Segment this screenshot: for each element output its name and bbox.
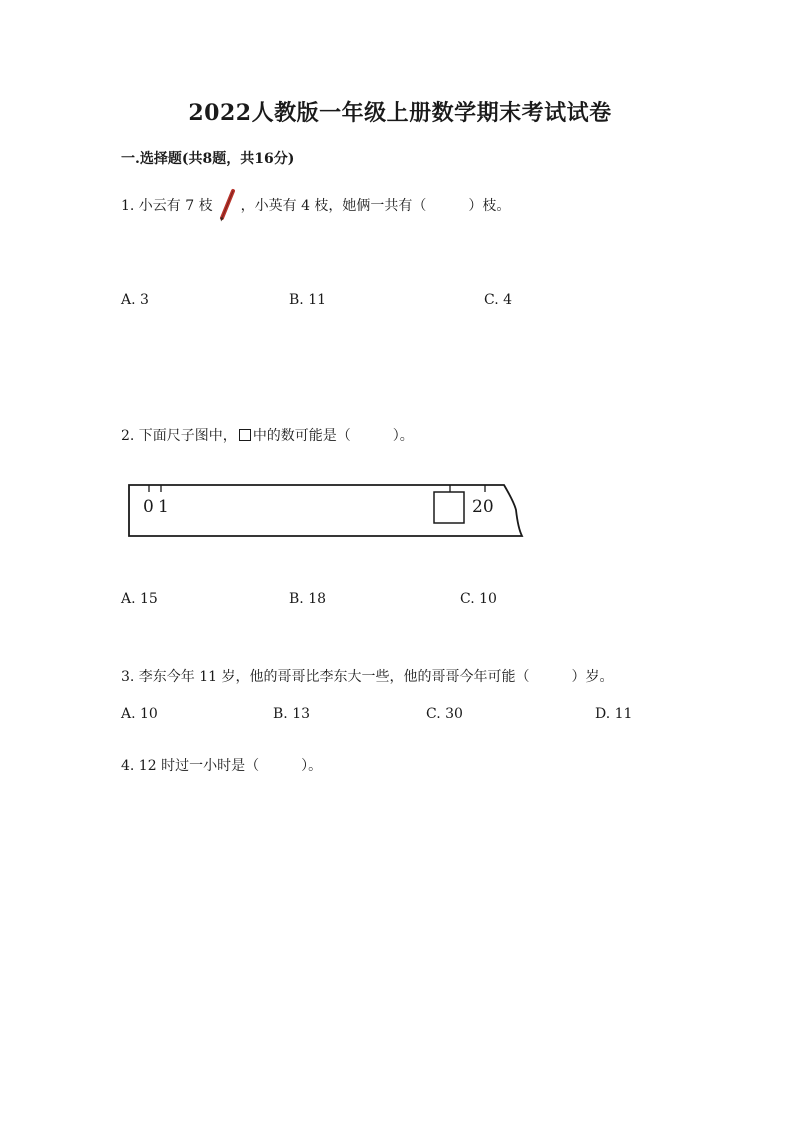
ruler-label-20: 20 xyxy=(472,497,494,517)
pencil-icon xyxy=(217,188,237,222)
question-2-text-after: 中的数可能是（ ）。 xyxy=(252,428,414,444)
q2-option-a[interactable]: A. 15 xyxy=(121,591,158,607)
square-box-icon xyxy=(239,429,251,441)
question-1-text-before: 1. 小云有 7 枝 xyxy=(121,198,213,214)
q3-option-a[interactable]: A. 10 xyxy=(121,706,158,722)
question-2 xyxy=(121,425,414,445)
q3-option-b[interactable]: B. 13 xyxy=(273,706,311,722)
question-1-text-after: ，小英有 4 枝，她俩一共有（ ）枝。 xyxy=(240,198,511,214)
ruler-figure xyxy=(126,480,526,542)
question-3: 3. 李东今年 11 岁，他的哥哥比李东大一些，他的哥哥今年可能（ ）岁。 xyxy=(121,669,614,685)
q2-option-c[interactable]: C. 10 xyxy=(460,591,497,607)
q3-option-c[interactable]: C. 30 xyxy=(426,706,463,722)
q1-option-a[interactable]: A. 3 xyxy=(121,292,149,308)
section-heading: 一.选择题(共8题，共16分) xyxy=(121,151,295,167)
question-2-text-before: 2. 下面尺子图中， xyxy=(121,428,237,444)
q1-option-c[interactable]: C. 4 xyxy=(484,292,513,308)
question-4: 4. 12 时过一小时是（ ）。 xyxy=(121,758,323,774)
q3-option-d[interactable]: D. 11 xyxy=(595,706,633,722)
question-1 xyxy=(121,188,510,222)
ruler-unknown-box xyxy=(434,492,464,523)
ruler-label-1: 1 xyxy=(158,497,169,517)
q2-option-b[interactable]: B. 18 xyxy=(289,591,327,607)
page-title: 2022人教版一年级上册数学期末考试试卷 xyxy=(188,100,612,126)
q1-option-b[interactable]: B. 11 xyxy=(289,292,327,308)
ruler-label-0: 0 xyxy=(143,497,154,517)
